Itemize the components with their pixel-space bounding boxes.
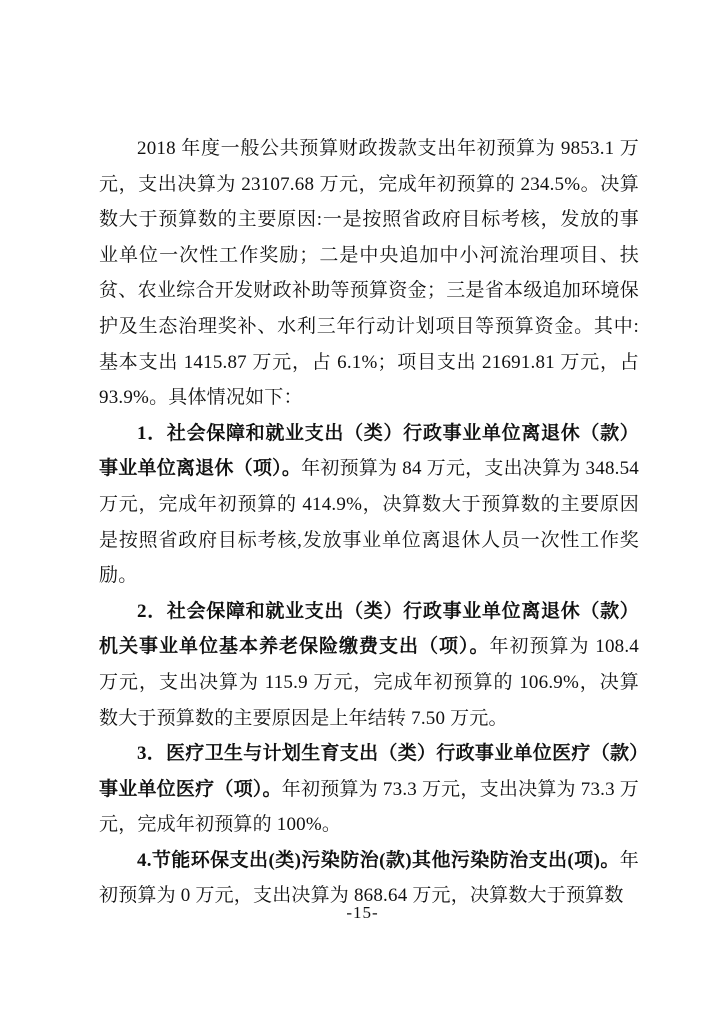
intro-text: 2018 年度一般公共预算财政拨款支出年初预算为 9853.1 万元，支出决算为 23107.68 万元，完成年初预算的 234.5%。决算数大于预算数的主要原因:一是按照省政府目标考核，发放的事业单位一次性工作奖励；二是中央追加中小河流治理项目、扶贫、农业综合开发财政补助等预算资金；三是省本级追加环境保护及生态治理奖补、水利三年行动计划项目等预算资金。其中:基本支出 1415.87 万元，占 6.1%；项目支出 21691.81 万元，占 93.9%。具体情况如下：	[99, 138, 639, 409]
item-4-detail: 年初预算为 0 万元，支出决算为 868.64 万元，决算数大于预算数	[99, 849, 639, 907]
budget-item-2	[99, 594, 639, 736]
page-number: -15-	[346, 903, 379, 922]
item-4-heading: 4.节能环保支出(类)污染防治(款)其他污染防治支出(项)。	[137, 849, 620, 871]
item-2-heading: 2．社会保障和就业支出（类）行政事业单位离退休（款）机关事业单位基本养老保险缴费支出（项）。	[99, 600, 639, 658]
item-3-heading: 3．医疗卫生与计划生育支出（类）行政事业单位医疗（款）事业单位医疗（项）。	[99, 743, 639, 800]
item-2-detail: 年初预算为 108.4 万元，支出决算为 115.9 万元，完成年初预算的 106.9%，决算数大于预算数的主要原因是上年结转 7.50 万元。	[99, 636, 639, 729]
item-1-heading: 1．社会保障和就业支出（类）行政事业单位离退休（款）事业单位离退休（项）。	[99, 422, 639, 480]
document-body	[99, 131, 639, 914]
item-1-detail: 年初预算为 84 万元，支出决算为 348.54 万元，完成年初预算的 414.9%，决算数大于预算数的主要原因是按照省政府目标考核,发放事业单位离退休人员一次性工作奖励。	[99, 458, 639, 587]
budget-item-1	[99, 416, 639, 594]
intro-paragraph	[99, 131, 639, 416]
budget-item-3	[99, 736, 639, 843]
item-3-detail: 年初预算为 73.3 万元，支出决算为 73.3 万元，完成年初预算的 100%。	[99, 778, 639, 836]
